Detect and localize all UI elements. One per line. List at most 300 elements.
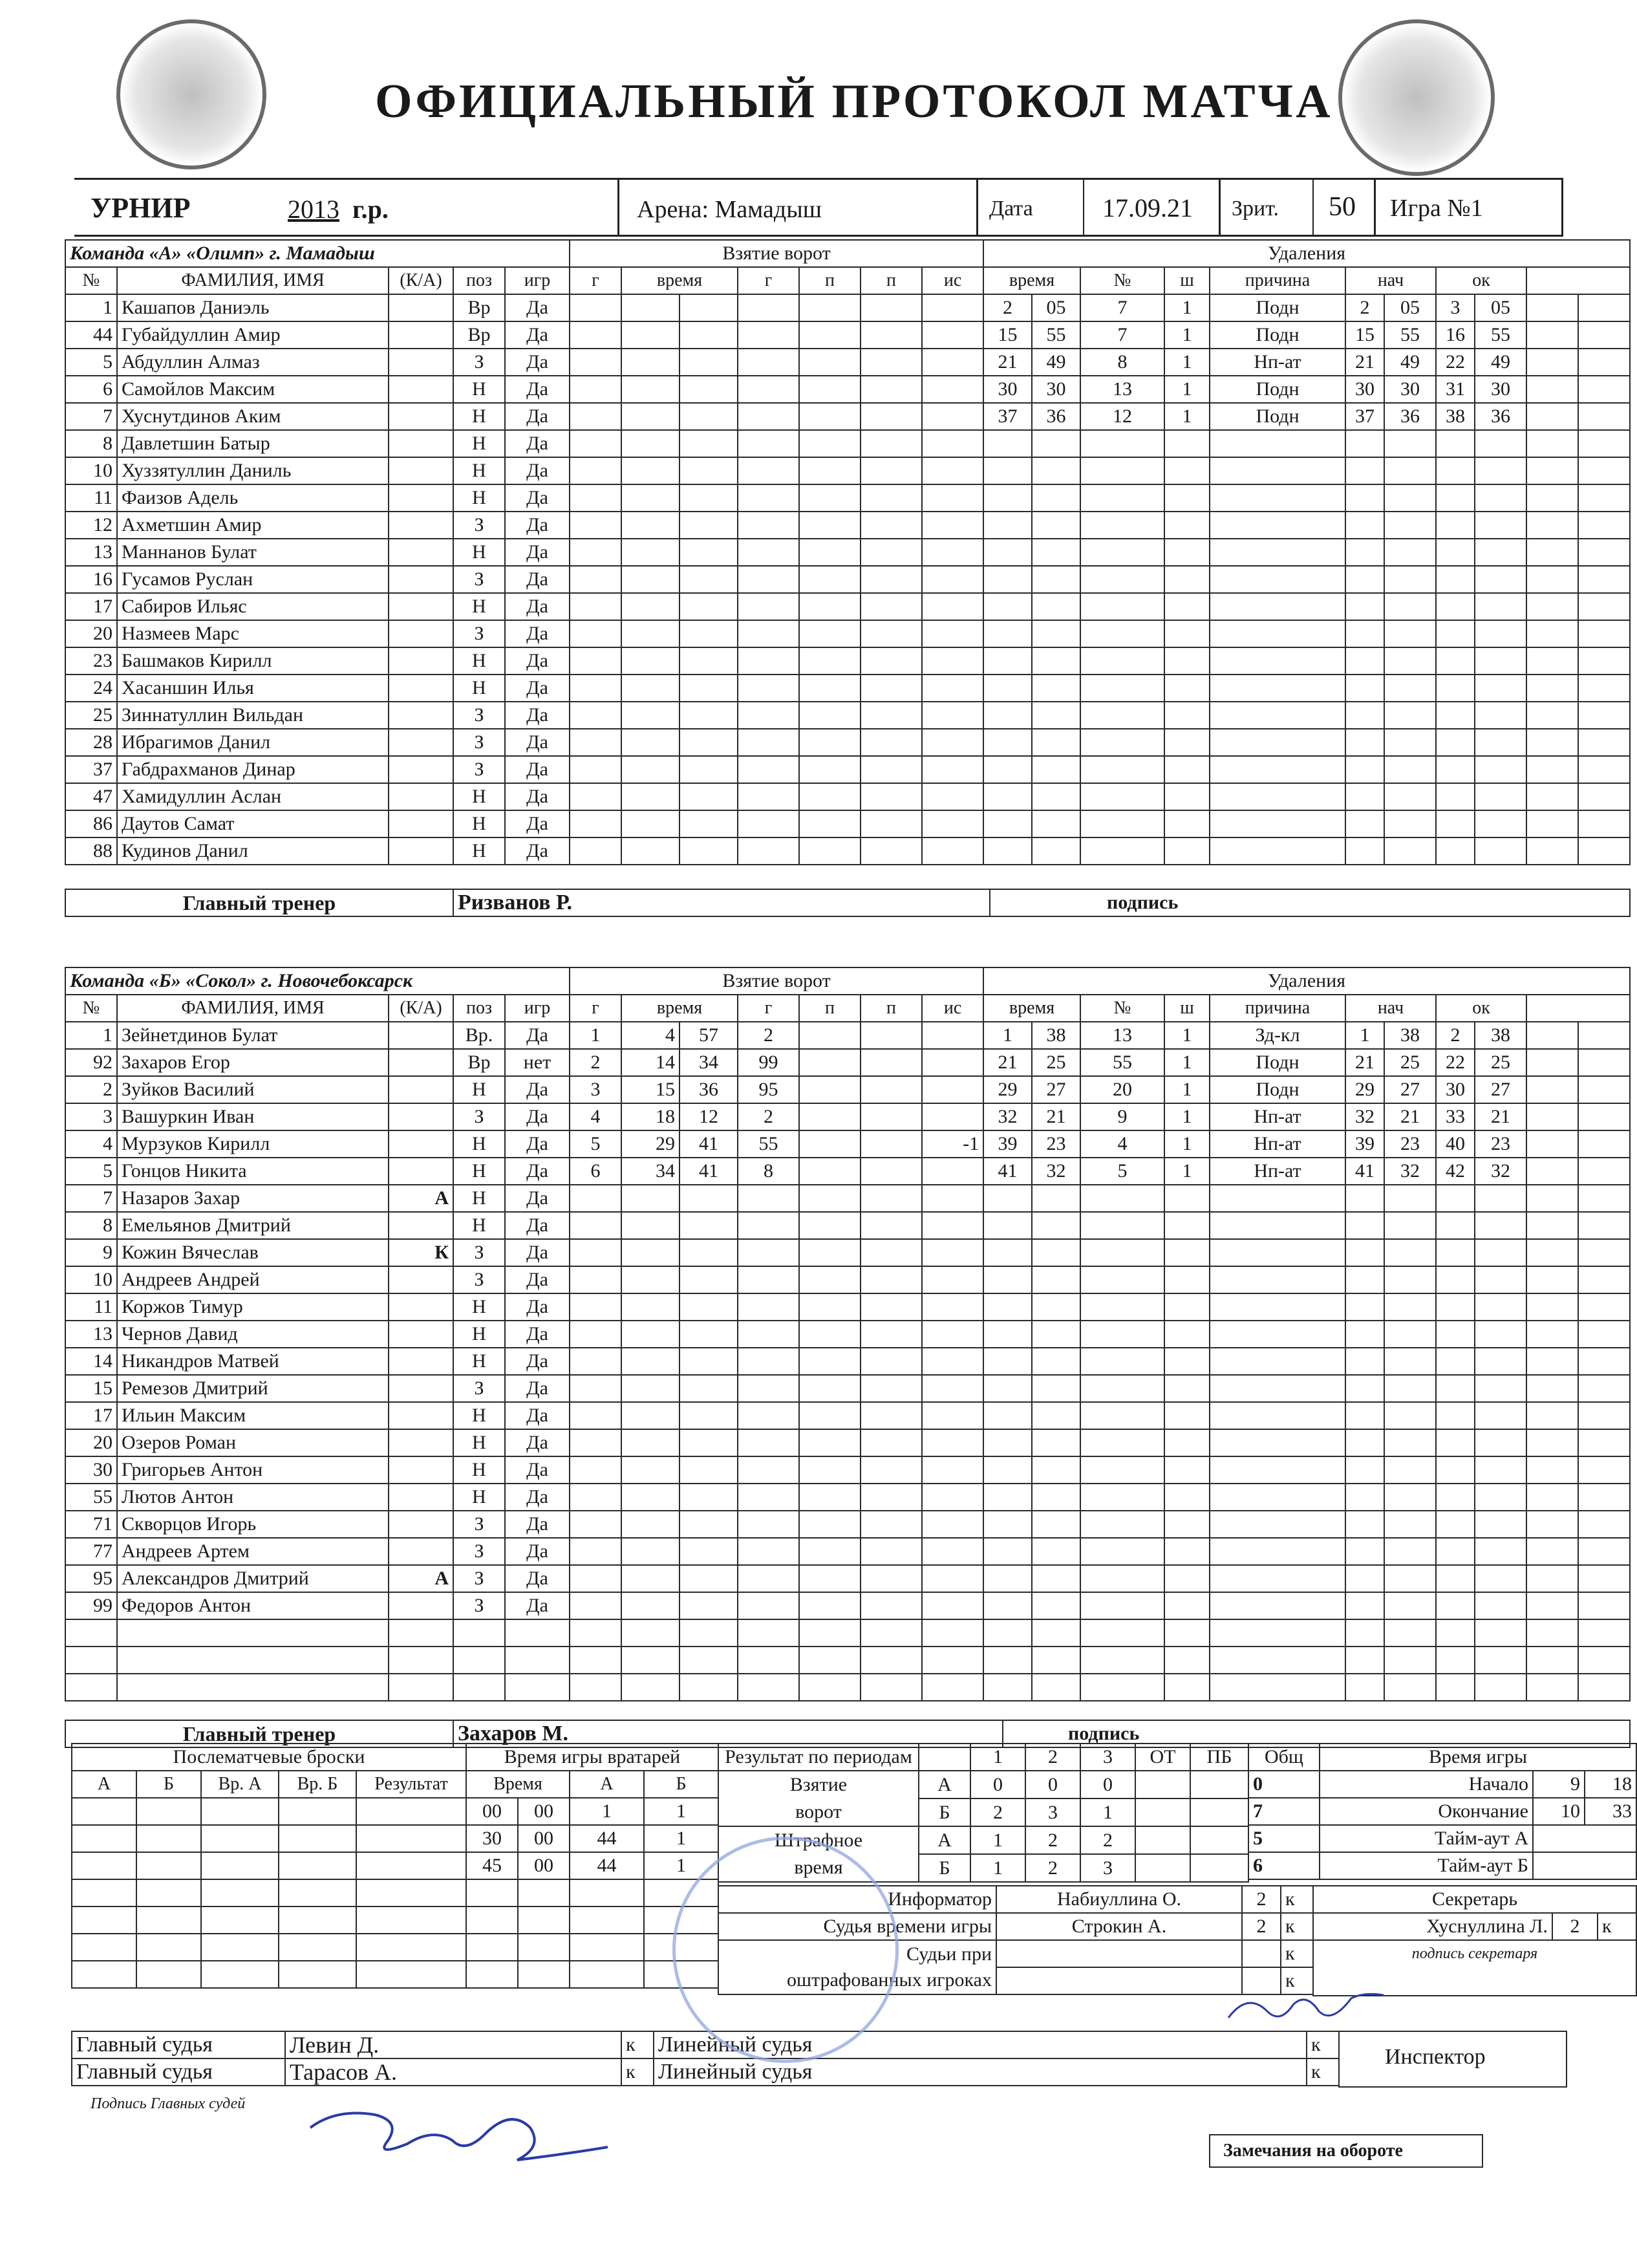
player-name: Кашапов Даниэль [117, 294, 389, 321]
player-number: 8 [65, 1212, 117, 1239]
penalty-second [1032, 810, 1080, 837]
player-played: Да [505, 1103, 570, 1130]
goal-row [570, 1049, 983, 1076]
player-row [65, 647, 570, 675]
goal-assist-1 [799, 294, 861, 321]
empty-cell [356, 1798, 466, 1825]
penalty-end-sec: 32 [1475, 1158, 1526, 1185]
penalty-player [1080, 1212, 1164, 1239]
linesman-label: Линейный судья [654, 2058, 1307, 2086]
empty-cell [1578, 1158, 1630, 1185]
player-played: Да [505, 1402, 570, 1429]
goal-row [570, 1185, 983, 1212]
player-position: Н [453, 1321, 505, 1348]
penalty-second: 38 [1032, 1022, 1080, 1049]
penalty-start-sec: 25 [1384, 1049, 1436, 1076]
penalty-start-min [1345, 566, 1384, 593]
goal-number [570, 1484, 621, 1511]
penalty-player [1080, 484, 1164, 512]
penalty-start-sec: 21 [1384, 1103, 1436, 1130]
empty-cell [1578, 702, 1630, 729]
secretary-sign-label: подпись секретаря [1411, 1945, 1538, 1962]
team-b-penalties [983, 967, 1631, 1701]
goal-number [570, 1321, 621, 1348]
goal-number [570, 783, 621, 810]
goal-row [570, 1321, 983, 1348]
goal-col: п [861, 995, 922, 1022]
goal-row [570, 1375, 983, 1402]
goal-situation [922, 430, 983, 457]
arena: Арена: Мамадыш [637, 196, 822, 223]
penalty-reason [1210, 457, 1345, 484]
goalie-time-min: 30 [466, 1825, 518, 1852]
penalty-end-min [1436, 1185, 1475, 1212]
player-played: Да [505, 593, 570, 620]
goal-assist-1 [799, 1103, 861, 1130]
total-pim-a: 5 [1248, 1825, 1320, 1852]
penalty-player [1080, 566, 1164, 593]
penalty-row [983, 1212, 1630, 1239]
penalty-second [1032, 1239, 1080, 1266]
penalty-row [983, 1022, 1630, 1049]
penalty-start-sec: 36 [1384, 403, 1436, 430]
goal-number [570, 1293, 621, 1321]
goal-minute [621, 1538, 679, 1565]
penalty-second [1032, 702, 1080, 729]
goal-row [570, 1103, 983, 1130]
penalty-second [1032, 1592, 1080, 1619]
penalty-reason: Подн [1210, 1076, 1345, 1103]
penalty-start-sec [1384, 512, 1436, 539]
goalie-time-row [466, 1825, 718, 1852]
player-played: Да [505, 729, 570, 756]
penalty-player [1080, 1348, 1164, 1375]
penalty-second [1032, 512, 1080, 539]
player-captain-mark [389, 675, 453, 702]
goal-assist-1 [799, 1402, 861, 1429]
empty-cell [1578, 1592, 1630, 1619]
player-position: З [453, 620, 505, 647]
goal-scorer [738, 512, 799, 539]
empty-cell [1578, 729, 1630, 756]
penalty-minute [983, 566, 1032, 593]
penalty-player [1080, 675, 1164, 702]
penalty-start-min [1345, 647, 1384, 675]
empty-cell [201, 1934, 279, 1961]
penalty-end-min: 33 [1436, 1103, 1475, 1130]
player-played: Да [505, 1130, 570, 1158]
goal-second [679, 1674, 738, 1701]
player-number: 7 [65, 403, 117, 430]
goal-row [570, 620, 983, 647]
penalty-player [1080, 837, 1164, 865]
player-captain-mark [389, 321, 453, 349]
penalty-reason [1210, 702, 1345, 729]
goal-assist-2 [861, 1538, 922, 1565]
goal-second [679, 1619, 738, 1647]
player-captain-mark [389, 1022, 453, 1049]
player-number: 9 [65, 1239, 117, 1266]
penalty-end-sec [1475, 783, 1526, 810]
penalty-start-sec [1384, 1565, 1436, 1592]
penalty-second: 05 [1032, 294, 1080, 321]
penalty-minutes [1164, 647, 1210, 675]
penalty-start-min [1345, 457, 1384, 484]
goal-assist-2 [861, 376, 922, 403]
penalty-start-min [1345, 484, 1384, 512]
empty-cell [389, 1647, 453, 1674]
penalty-minute [983, 1538, 1032, 1565]
player-played: Да [505, 566, 570, 593]
goal-second [679, 512, 738, 539]
penalty-second: 55 [1032, 321, 1080, 349]
penalty-start-sec [1384, 1592, 1436, 1619]
penalty-reason [1210, 1293, 1345, 1321]
pen-col: № [1080, 995, 1164, 1022]
goal-scorer [738, 837, 799, 865]
shootout-row [72, 1798, 466, 1825]
empty-cell [1578, 1293, 1630, 1321]
empty-cell [505, 1674, 570, 1701]
goal-row [570, 1647, 983, 1674]
secretary-signature [1222, 1979, 1390, 2037]
penalty-player: 8 [1080, 349, 1164, 376]
goal-second [679, 349, 738, 376]
goal-situation [922, 675, 983, 702]
player-row [65, 1538, 570, 1565]
goal-number [570, 1348, 621, 1375]
penalty-end-sec [1475, 593, 1526, 620]
player-captain-mark [389, 1348, 453, 1375]
goal-second [679, 1348, 738, 1375]
penalty-minutes [1164, 702, 1210, 729]
penalty-minute [983, 783, 1032, 810]
penalty-row [983, 647, 1630, 675]
player-number: 37 [65, 756, 117, 783]
penalty-minutes [1164, 1375, 1210, 1402]
player-number: 20 [65, 620, 117, 647]
goal-number [570, 1538, 621, 1565]
empty-cell [1526, 1511, 1578, 1538]
goalie-a [570, 1879, 644, 1906]
empty-cell [1526, 837, 1578, 865]
penalty-end-min [1436, 1348, 1475, 1375]
penalty-start-sec: 27 [1384, 1076, 1436, 1103]
penalty-end-min [1436, 620, 1475, 647]
penalty-end-min [1436, 1375, 1475, 1402]
goal-number: 2 [570, 1049, 621, 1076]
empty-cell [356, 1879, 466, 1906]
penalty-start-min [1345, 1619, 1384, 1647]
penalty-minutes [1164, 1647, 1210, 1674]
penalty-start-sec [1384, 1429, 1436, 1456]
empty-cell [1526, 756, 1578, 783]
goal-number [570, 675, 621, 702]
empty-cell [1526, 539, 1578, 566]
goal-row [570, 403, 983, 430]
empty-cell [1578, 675, 1630, 702]
goal-row [570, 1592, 983, 1619]
empty-cell [1578, 1565, 1630, 1592]
goal-situation [922, 1293, 983, 1321]
empty-cell [72, 1798, 136, 1825]
goal-assist-2 [861, 756, 922, 783]
player-number: 88 [65, 837, 117, 865]
penalty-start-min [1345, 1429, 1384, 1456]
goal-assist-2 [861, 457, 922, 484]
goal-assist-1 [799, 1456, 861, 1484]
player-captain-mark [389, 1402, 453, 1429]
shootout-row [72, 1879, 466, 1906]
player-row [65, 1402, 570, 1429]
goal-col: п [861, 267, 922, 294]
player-played: Да [505, 1158, 570, 1185]
penalty-end-sec [1475, 1293, 1526, 1321]
empty-cell [356, 1852, 466, 1879]
penalty-row [983, 1647, 1630, 1674]
player-captain-mark [389, 403, 453, 430]
empty-cell [1578, 484, 1630, 512]
goal-assist-1 [799, 837, 861, 865]
player-number: 2 [65, 1076, 117, 1103]
penalty-second [1032, 1266, 1080, 1293]
period-value: 2 [1025, 1826, 1080, 1854]
goal-minute [621, 675, 679, 702]
period-col: 2 [1025, 1744, 1080, 1771]
goal-scorer [738, 1511, 799, 1538]
penalty-player: 7 [1080, 321, 1164, 349]
goal-second [679, 702, 738, 729]
penalty-end-sec [1475, 810, 1526, 837]
penalty-reason [1210, 647, 1345, 675]
start-label: Начало [1320, 1771, 1533, 1798]
team-a-coach-row [65, 889, 1631, 917]
penalty-end-min [1436, 1619, 1475, 1647]
goal-assist-1 [799, 620, 861, 647]
goal-second [679, 1456, 738, 1484]
penalty-minute [983, 729, 1032, 756]
goal-assist-1 [799, 1565, 861, 1592]
goal-scorer: 2 [738, 1022, 799, 1049]
penalty-minutes: 1 [1164, 1022, 1210, 1049]
penalty-second [1032, 1647, 1080, 1674]
player-captain-mark: К [389, 1239, 453, 1266]
goal-minute [621, 647, 679, 675]
goal-second: 12 [679, 1103, 738, 1130]
player-played: Да [505, 1565, 570, 1592]
player-number: 24 [65, 675, 117, 702]
goal-assist-2 [861, 702, 922, 729]
player-row [65, 729, 570, 756]
penalty-second [1032, 1293, 1080, 1321]
coach-label: Главный тренер [65, 1720, 453, 1747]
empty-cell [136, 1961, 201, 1988]
goal-minute [621, 1266, 679, 1293]
penalty-row [983, 430, 1630, 457]
penalty-start-min [1345, 1212, 1384, 1239]
penalty-minute [983, 1456, 1032, 1484]
penalty-row [983, 729, 1630, 756]
goal-situation [922, 1456, 983, 1484]
player-name: Ибрагимов Данил [117, 729, 389, 756]
player-position: Н [453, 1130, 505, 1158]
goal-assist-1 [799, 702, 861, 729]
player-name: Мурзуков Кирилл [117, 1130, 389, 1158]
goal-second [679, 729, 738, 756]
penalty-minute [983, 702, 1032, 729]
penalty-end-min [1436, 810, 1475, 837]
empty-cell [1578, 1049, 1630, 1076]
penalty-second [1032, 837, 1080, 865]
player-played: Да [505, 1456, 570, 1484]
player-position: З [453, 1239, 505, 1266]
empty-cell [1526, 1130, 1578, 1158]
player-name: Фаизов Адель [117, 484, 389, 512]
penalty-end-sec: 05 [1475, 294, 1526, 321]
empty-cell [356, 1934, 466, 1961]
player-row [65, 1321, 570, 1348]
empty-cell [1526, 1538, 1578, 1565]
goal-scorer [738, 702, 799, 729]
player-row [65, 783, 570, 810]
tournament-year-suffix: г.р. [352, 195, 389, 224]
timekeeper-label: Судья времени игры [718, 1913, 996, 1940]
penalty-minutes: 1 [1164, 403, 1210, 430]
empty-cell [1526, 1456, 1578, 1484]
penalty-reason: Нп-ат [1210, 349, 1345, 376]
goal-number [570, 1212, 621, 1239]
penalty-start-sec [1384, 1402, 1436, 1429]
penalty-minute [983, 1212, 1032, 1239]
game-time-table [1248, 1743, 1637, 1880]
team-b-roster [65, 967, 570, 1701]
game-time-header: Время игры [1320, 1744, 1636, 1771]
penalty-start-min [1345, 1239, 1384, 1266]
penalty-second: 23 [1032, 1130, 1080, 1158]
player-captain-mark [389, 702, 453, 729]
chief-referee-1: Левин Д. [285, 2031, 621, 2058]
player-position: З [453, 1565, 505, 1592]
secretary-name: Хуснуллина Л. [1313, 1913, 1552, 1940]
goal-scorer: 95 [738, 1076, 799, 1103]
penalty-minute [983, 837, 1032, 865]
goal-minute [621, 1321, 679, 1348]
empty-cell [1578, 783, 1630, 810]
penalty-second: 32 [1032, 1158, 1080, 1185]
player-name: Захаров Егор [117, 1049, 389, 1076]
empty-cell [1526, 810, 1578, 837]
player-played: Да [505, 810, 570, 837]
player-position: Вр [453, 1049, 505, 1076]
penalty-player: 55 [1080, 1049, 1164, 1076]
penalty-end-min [1436, 430, 1475, 457]
penalty-start-sec [1384, 1674, 1436, 1701]
player-row [65, 566, 570, 593]
penalty-reason [1210, 1266, 1345, 1293]
penalty-end-sec: 23 [1475, 1130, 1526, 1158]
category-k: к [1281, 1886, 1313, 1913]
goal-assist-2 [861, 1647, 922, 1674]
goal-scorer [738, 1484, 799, 1511]
player-row [65, 1266, 570, 1293]
penalty-start-min [1345, 430, 1384, 457]
goal-number [570, 810, 621, 837]
goal-row [570, 457, 983, 484]
player-captain-mark [389, 1158, 453, 1185]
shootout-col: Б [136, 1771, 201, 1798]
period-team: Б [919, 1854, 970, 1882]
penalty-second: 30 [1032, 376, 1080, 403]
penalty-minute: 37 [983, 403, 1032, 430]
penalty-player [1080, 1375, 1164, 1402]
empty-cell [1578, 1185, 1630, 1212]
period-team: А [919, 1771, 970, 1798]
goal-second: 36 [679, 1076, 738, 1103]
player-row [65, 376, 570, 403]
empty-cell [201, 1879, 279, 1906]
start-hour: 9 [1533, 1771, 1585, 1798]
penalty-start-min: 2 [1345, 294, 1384, 321]
empty-cell [1526, 566, 1578, 593]
penalty-end-min [1436, 1212, 1475, 1239]
player-number: 11 [65, 1293, 117, 1321]
penalty-start-min [1345, 1456, 1384, 1484]
goal-second [679, 294, 738, 321]
goal-assist-2 [861, 430, 922, 457]
penalty-reason [1210, 1212, 1345, 1239]
goal-situation [922, 729, 983, 756]
player-row [65, 1022, 570, 1049]
goal-scorer [738, 1185, 799, 1212]
player-number: 55 [65, 1484, 117, 1511]
penalty-second [1032, 1375, 1080, 1402]
goal-assist-2 [861, 484, 922, 512]
goal-assist-2 [861, 1130, 922, 1158]
penalty-reason [1210, 1321, 1345, 1348]
goal-situation [922, 1022, 983, 1049]
shootout-header: Послематчевые броски [72, 1744, 466, 1771]
timeout-b-value [1533, 1852, 1636, 1879]
penalty-end-min [1436, 647, 1475, 675]
goal-assist-1 [799, 1293, 861, 1321]
goalie-time-row [466, 1852, 718, 1879]
penalty-end-sec: 38 [1475, 1022, 1526, 1049]
goal-scorer [738, 729, 799, 756]
penalty-second [1032, 1565, 1080, 1592]
penalty-reason [1210, 1239, 1345, 1266]
goal-situation [922, 837, 983, 865]
goal-assist-1 [799, 484, 861, 512]
empty-cell [389, 1619, 453, 1647]
goal-situation [922, 756, 983, 783]
player-name: Кожин Вячеслав [117, 1239, 389, 1266]
penalty-start-sec [1384, 1375, 1436, 1402]
goal-assist-2 [861, 512, 922, 539]
goal-second [679, 484, 738, 512]
penalty-row [983, 294, 1630, 321]
goal-situation [922, 1647, 983, 1674]
empty-cell [1578, 756, 1630, 783]
penalty-minutes: 1 [1164, 294, 1210, 321]
player-name: Даутов Самат [117, 810, 389, 837]
goal-assist-2 [861, 1022, 922, 1049]
goal-second [679, 837, 738, 865]
penalty-minutes [1164, 1402, 1210, 1429]
player-played: Да [505, 675, 570, 702]
player-captain-mark [389, 1538, 453, 1565]
player-captain-mark [389, 349, 453, 376]
goal-assist-1 [799, 1375, 861, 1402]
